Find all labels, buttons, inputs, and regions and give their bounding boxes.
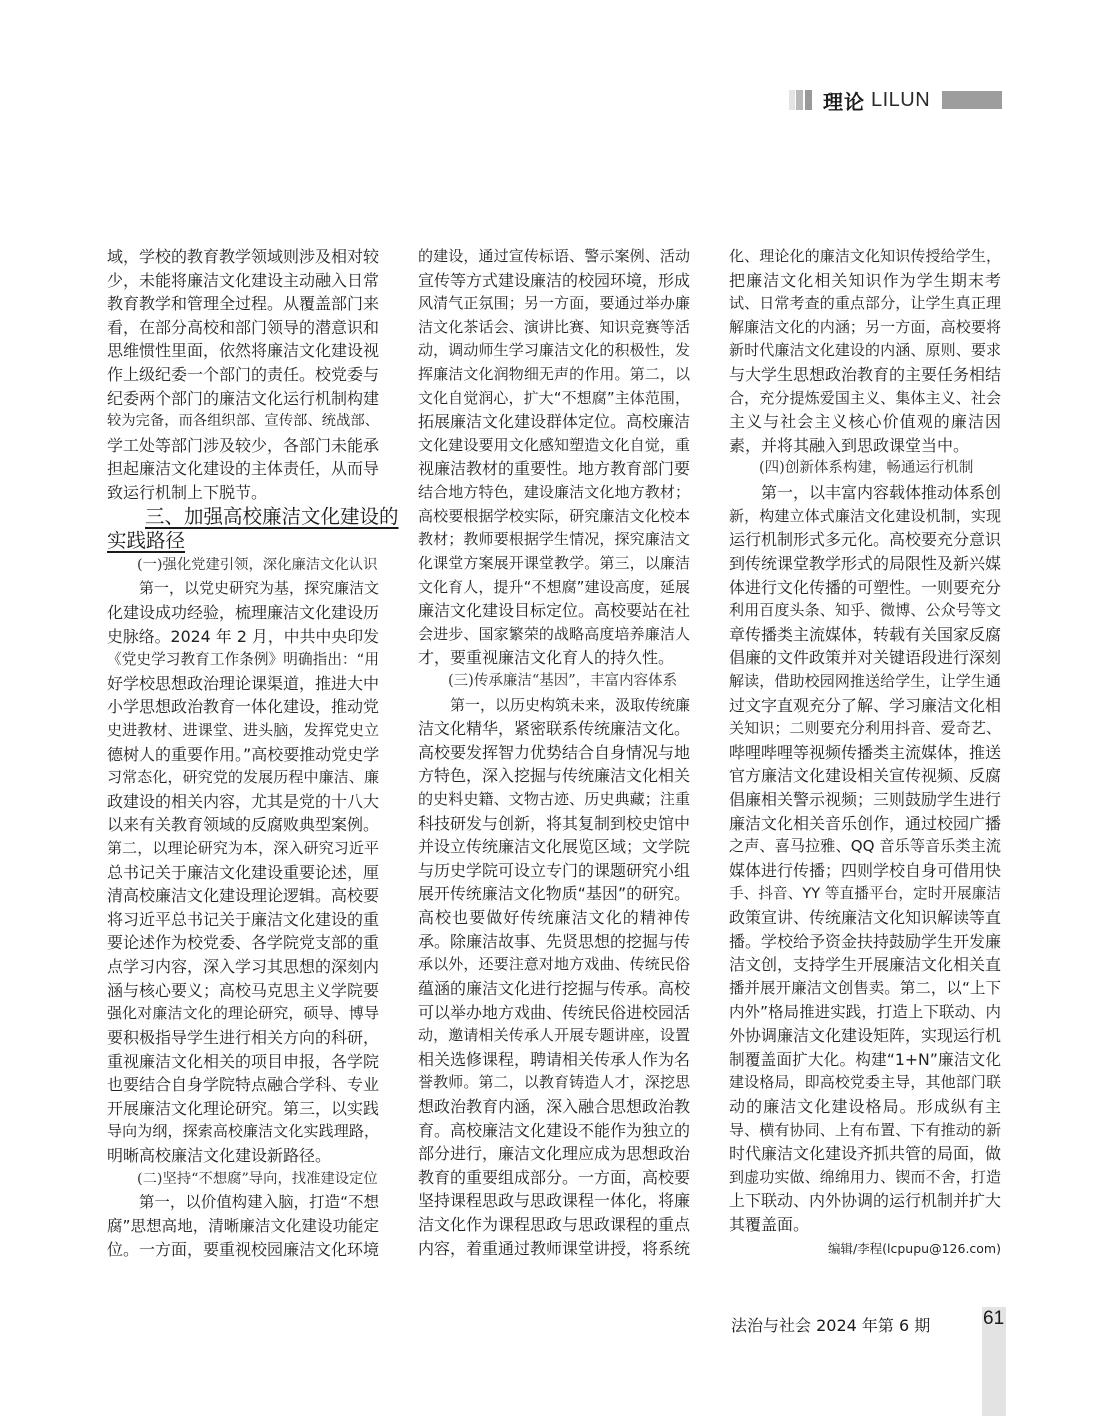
text-line: 哔哩哔哩等视频传播类主流媒体，推送 xyxy=(729,742,1001,762)
editor-credit: 编辑/李程(lcpupu@126.com) xyxy=(827,1240,1001,1256)
text-line: 文化建设要用文化感知塑造文化自觉，重 xyxy=(418,435,690,454)
text-line: 展开传统廉洁文化物质“基因”的研究。 xyxy=(418,884,690,904)
text-line: 担起廉洁文化建设的主体责任，从而导 xyxy=(107,459,379,479)
text-line: 高校也要做好传统廉洁文化的精神传 xyxy=(418,908,690,928)
text-line: 高校要根据学校实际，研究廉洁文化校本 xyxy=(418,506,690,525)
text-line: 廉洁文化相关音乐创作，通过校园广播 xyxy=(729,813,1001,833)
text-line: 政建设的相关内容，尤其是党的十八大 xyxy=(107,791,379,811)
section-heading-line: 三、加强高校廉洁文化建设的 xyxy=(145,504,399,528)
subsection-heading: (二)坚持“不想腐”导向，找准建设定位 xyxy=(137,1170,378,1187)
text-line: 廉洁文化建设目标定位。高校要站在社 xyxy=(418,601,690,621)
text-line: 媒体进行传播；四则学校自身可借用快 xyxy=(729,860,1001,880)
text-line: 重视廉洁文化相关的项目申报，各学院 xyxy=(107,1051,379,1071)
text-line: 涵与核心要义；高校马克思主义学院要 xyxy=(107,980,379,1000)
text-line: 政策宣讲、传统廉洁文化知识解读等直 xyxy=(729,908,1001,928)
text-line: 挥廉洁文化润物细无声的作用。第二，以 xyxy=(418,365,690,384)
text-line: 文化自觉润心，扩大“不想腐”主体范围， xyxy=(418,388,690,407)
text-line: 导向为纲，探索高校廉洁文化实践理路， xyxy=(107,1122,379,1141)
text-line: 腐”思想高地，清晰廉洁文化建设功能定 xyxy=(107,1216,379,1235)
text-line: 与大学生思想政治教育的主要任务相结 xyxy=(729,365,1001,385)
text-line: 科技研发与创新，将其复制到校史馆中 xyxy=(418,813,690,833)
text-line: 点学习内容，深入学习其思想的深刻内 xyxy=(107,957,379,977)
text-line: 的史料史籍、文物古迹、历史典藏；注重 xyxy=(418,790,690,809)
header-decor-bar xyxy=(942,91,1002,109)
text-line: 好学校思想政治理论课渠道，推进大中 xyxy=(107,673,379,693)
text-line: 时代廉洁文化建设齐抓共管的局面，做 xyxy=(729,1144,1001,1164)
section-heading xyxy=(107,529,379,554)
text-line: 教育的重要组成部分。一方面，高校要 xyxy=(418,1167,690,1187)
text-line: 章传播类主流媒体，转载有关国家反腐 xyxy=(729,624,1001,644)
section-header xyxy=(789,88,1002,114)
text-line: 作上级纪委一个部门的责任。校党委与 xyxy=(107,365,379,385)
text-line: 教材；教师要根据学生情况，探究廉洁文 xyxy=(418,530,690,549)
text-line: 纪委两个部门的廉洁文化运行机制构建 xyxy=(107,388,379,408)
text-line: 播。学校给予资金扶持鼓励学生开发廉 xyxy=(729,931,1001,951)
text-line: 域，学校的教育教学领域则涉及相对较 xyxy=(107,247,379,266)
text-line: 官方廉洁文化建设相关宣传视频、反腐 xyxy=(729,766,1001,786)
text-line: 史进教材、进课堂、进头脑，发挥党史立 xyxy=(107,720,379,739)
text-line: 素，并将其融入到思政课堂当中。 xyxy=(729,435,970,455)
text-line: 以来有关教育领域的反腐败典型案例。 xyxy=(107,815,379,835)
text-line: 小学思想政治教育一体化建设，推动党 xyxy=(107,697,379,717)
journal-footer: 法治与社会 2024 年第 6 期 xyxy=(731,1316,931,1335)
text-line: 外协调廉洁文化建设矩阵，实现运行机 xyxy=(729,1026,1001,1046)
text-line: 上下联动、内外协调的运行机制并扩大 xyxy=(729,1191,1001,1211)
text-line: 第一，以历史构筑未来，汲取传统廉 xyxy=(450,695,690,714)
subsection-heading: (一)强化党建引领，深化廉洁文化认识 xyxy=(137,556,378,573)
text-column-2 xyxy=(418,245,690,1260)
text-line: 动的廉洁文化建设格局。形成纵有主 xyxy=(729,1096,1001,1116)
text-line: 思维惯性里面，依然将廉洁文化建设视 xyxy=(107,341,379,361)
text-line: 化课堂方案展开课堂教学。第三，以廉洁 xyxy=(418,553,690,572)
text-line: 新时代廉洁文化建设的内涵、原则、要求 xyxy=(729,341,1001,360)
text-line: 播并展开廉洁文创售卖。第二，以“上下 xyxy=(729,978,1001,997)
text-line: 相关选修课程，聘请相关传承人作为名 xyxy=(418,1049,690,1069)
text-line: 将习近平总书记关于廉洁文化建设的重 xyxy=(107,909,379,929)
text-line: 方特色，深入挖掘与传统廉洁文化相关 xyxy=(418,766,690,786)
text-line: 把廉洁文化相关知识作为学生期末考 xyxy=(729,270,1001,290)
text-line: 视廉洁教材的重要性。地方教育部门要 xyxy=(418,459,690,479)
text-line: 第二，以理论研究为本，深入研究习近平 xyxy=(107,839,379,858)
text-line: 试、日常考查的重点部分，让学生真正理 xyxy=(729,294,1001,313)
text-line: 其覆盖面。 xyxy=(729,1214,810,1234)
text-line: 承以外，还要注意对地方戏曲、传统民俗 xyxy=(418,955,690,974)
page-number: 61 xyxy=(983,1308,1005,1329)
text-line: 开展廉洁文化理论研究。第三，以实践 xyxy=(107,1098,379,1118)
text-line: 蕴涵的廉洁文化进行挖掘与传承。高校 xyxy=(418,978,690,998)
text-line: 承。除廉洁故事、先贤思想的挖掘与传 xyxy=(418,931,690,951)
text-line: 致运行机制上下脱节。 xyxy=(107,483,268,503)
text-line: 建设格局，即高校党委主导，其他部门联 xyxy=(729,1073,1001,1092)
text-line: 并设立传统廉洁文化展览区域；文学院 xyxy=(418,837,690,857)
text-line: 才，要重视廉洁文化育人的持久性。 xyxy=(418,648,675,668)
text-line: 教育教学和管理全过程。从覆盖部门来 xyxy=(107,294,379,314)
text-line: 文化育人，提升“不想腐”建设高度，延展 xyxy=(418,577,690,596)
text-line: 第一，以党史研究为基，探究廉洁文 xyxy=(139,579,379,598)
text-line: 会进步、国家繁荣的战略高度培养廉洁人 xyxy=(418,624,690,643)
text-line: 位。一方面，要重视校园廉洁文化环境 xyxy=(107,1240,379,1260)
text-line: 合，充分提炼爱国主义、集体主义、社会 xyxy=(729,388,1001,407)
text-line: 也要结合自身学院特点融合学科、专业 xyxy=(107,1075,379,1095)
text-line: 德树人的重要作用。”高校要推动党史学 xyxy=(107,744,379,764)
text-line: 习常态化，研究党的发展历程中廉洁、廉 xyxy=(107,768,379,787)
text-column-3 xyxy=(729,245,1001,1260)
text-line: 关知识；二则要充分利用抖音、爱奇艺、 xyxy=(729,719,1001,738)
text-line: 清高校廉洁文化建设理论逻辑。高校要 xyxy=(107,886,379,906)
text-line: 高校要发挥智力优势结合自身情况与地 xyxy=(418,742,690,762)
header-decor-bar xyxy=(805,90,812,110)
text-line: 过文字直观充分了解、学习廉洁文化相 xyxy=(729,695,1001,715)
text-line: 明晰高校廉洁文化建设新路径。 xyxy=(107,1145,332,1165)
text-line: 宣传等方式建设廉洁的校园环境，形成 xyxy=(418,270,690,290)
text-line: 较为完备，而各组织部、宣传部、统战部、 xyxy=(107,413,379,430)
text-line: 坚持课程思政与思政课程一体化，将廉 xyxy=(418,1191,690,1211)
text-line: 育。高校廉洁文化建设不能作为独立的 xyxy=(418,1120,690,1140)
text-line: 导、横有协同、上有布置、下有推动的新 xyxy=(729,1120,1001,1139)
text-line: 内容，着重通过教师课堂讲授，将系统 xyxy=(418,1238,690,1258)
header-decor-bar xyxy=(796,90,803,110)
text-line: 部分进行，廉洁文化理应成为思想政治 xyxy=(418,1144,690,1164)
text-line: 想政治教育内涵，深入融合思想政治教 xyxy=(418,1096,690,1116)
text-line: 第一，以价值构建入脑，打造“不想 xyxy=(139,1193,379,1212)
text-line: 的建设，通过宣传标语、警示案例、活动 xyxy=(418,247,690,265)
text-line: 学工处等部门涉及较少，各部门未能承 xyxy=(107,435,379,455)
text-line: 要论述作为校党委、各学院党支部的重 xyxy=(107,933,379,953)
text-line: 制覆盖面扩大化。构建“1+N”廉洁文化 xyxy=(729,1049,1001,1069)
text-line: 之声、喜马拉雅、QQ 音乐等音乐类主流 xyxy=(729,837,1001,856)
text-line: 利用百度头条、知乎、微博、公众号等文 xyxy=(729,601,1001,620)
section-title-cn: 理论 xyxy=(823,89,865,114)
text-line: 誉教师。第二，以教育铸造人才，深挖思 xyxy=(418,1073,690,1092)
text-line: 手、抖音、YY 等直播平台，定时开展廉洁 xyxy=(729,885,1001,903)
text-line: 新，构建立体式廉洁文化建设机制，实现 xyxy=(729,506,1001,525)
text-line: 倡廉相关警示视频；三则鼓励学生进行 xyxy=(729,790,1001,810)
text-line: 《党史学习教育工作条例》明确指出：“用 xyxy=(107,651,379,669)
header-decor-bar xyxy=(789,90,795,110)
text-line: 可以举办地方戏曲、传统民俗进校园活 xyxy=(418,1002,690,1022)
text-line: 化、理论化的廉洁文化知识传授给学生， xyxy=(729,247,1001,265)
text-line: 要积极指导学生进行相关方向的科研， xyxy=(107,1027,379,1047)
text-line: 解廉洁文化的内涵；另一方面，高校要将 xyxy=(729,317,1001,336)
text-line: 洁文化作为课程思政与思政课程的重点 xyxy=(418,1214,690,1234)
text-line: 倡廉的文件政策并对关键语段进行深刻 xyxy=(729,648,1001,668)
text-line: 史脉络。2024 年 2 月，中共中央印发 xyxy=(107,626,379,646)
text-line: 总书记关于廉洁文化建设重要论述，厘 xyxy=(107,862,379,882)
text-line: 动，邀请相关传承人开展专题讲座，设置 xyxy=(418,1026,690,1045)
text-line: 强化对廉洁文化的理论研究，硕导、博导 xyxy=(107,1004,379,1023)
text-line: 第一，以丰富内容载体推动体系创 xyxy=(761,483,1001,503)
section-title-en: LILUN xyxy=(871,88,931,111)
text-line: 运行机制形式多元化。高校要充分意识 xyxy=(729,530,1001,550)
text-line: 到虚功实做、绵绵用力、锲而不舍，打造 xyxy=(729,1167,1001,1186)
text-line: 化建设成功经验，梳理廉洁文化建设历 xyxy=(107,602,379,622)
text-line: 体进行文化传播的可塑性。一则要充分 xyxy=(729,577,1001,597)
text-line: 主义与社会主义核心价值观的廉洁因 xyxy=(729,412,1001,432)
text-line: 洁文化精华，紧密联系传统廉洁文化。 xyxy=(418,719,690,739)
text-line: 动，调动师生学习廉洁文化的积极性，发 xyxy=(418,341,690,360)
text-line: 看，在部分高校和部门领导的潜意识和 xyxy=(107,317,379,337)
section-heading xyxy=(107,504,399,530)
text-line: 洁文创，支持学生开展廉洁文化相关直 xyxy=(729,955,1001,975)
text-line: 少，未能将廉洁文化建设主动融入日常 xyxy=(107,270,379,290)
section-heading-line: 实践路径 xyxy=(107,529,186,553)
text-line: 结合地方特色，建设廉洁文化地方教材； xyxy=(418,483,690,502)
text-line: 到传统课堂教学形式的局限性及新兴媒 xyxy=(729,553,1001,573)
text-line: 与历史学院可设立专门的课题研究小组 xyxy=(418,860,690,880)
subsection-heading: (三)传承廉洁“基因”，丰富内容体系 xyxy=(448,672,678,689)
text-line: 洁文化茶话会、演讲比赛、知识竞赛等活 xyxy=(418,317,690,336)
text-line: 解读，借助校园网推送给学生，让学生通 xyxy=(729,671,1001,690)
text-line: 拓展廉洁文化建设群体定位。高校廉洁 xyxy=(418,412,690,432)
text-column-1 xyxy=(107,245,399,1262)
text-line: 内外”格局推进实践，打造上下联动、内 xyxy=(729,1002,1001,1021)
text-line: 风清气正氛围；另一方面，要通过举办廉 xyxy=(418,294,690,313)
subsection-heading: (四)创新体系构建，畅通运行机制 xyxy=(759,460,974,477)
